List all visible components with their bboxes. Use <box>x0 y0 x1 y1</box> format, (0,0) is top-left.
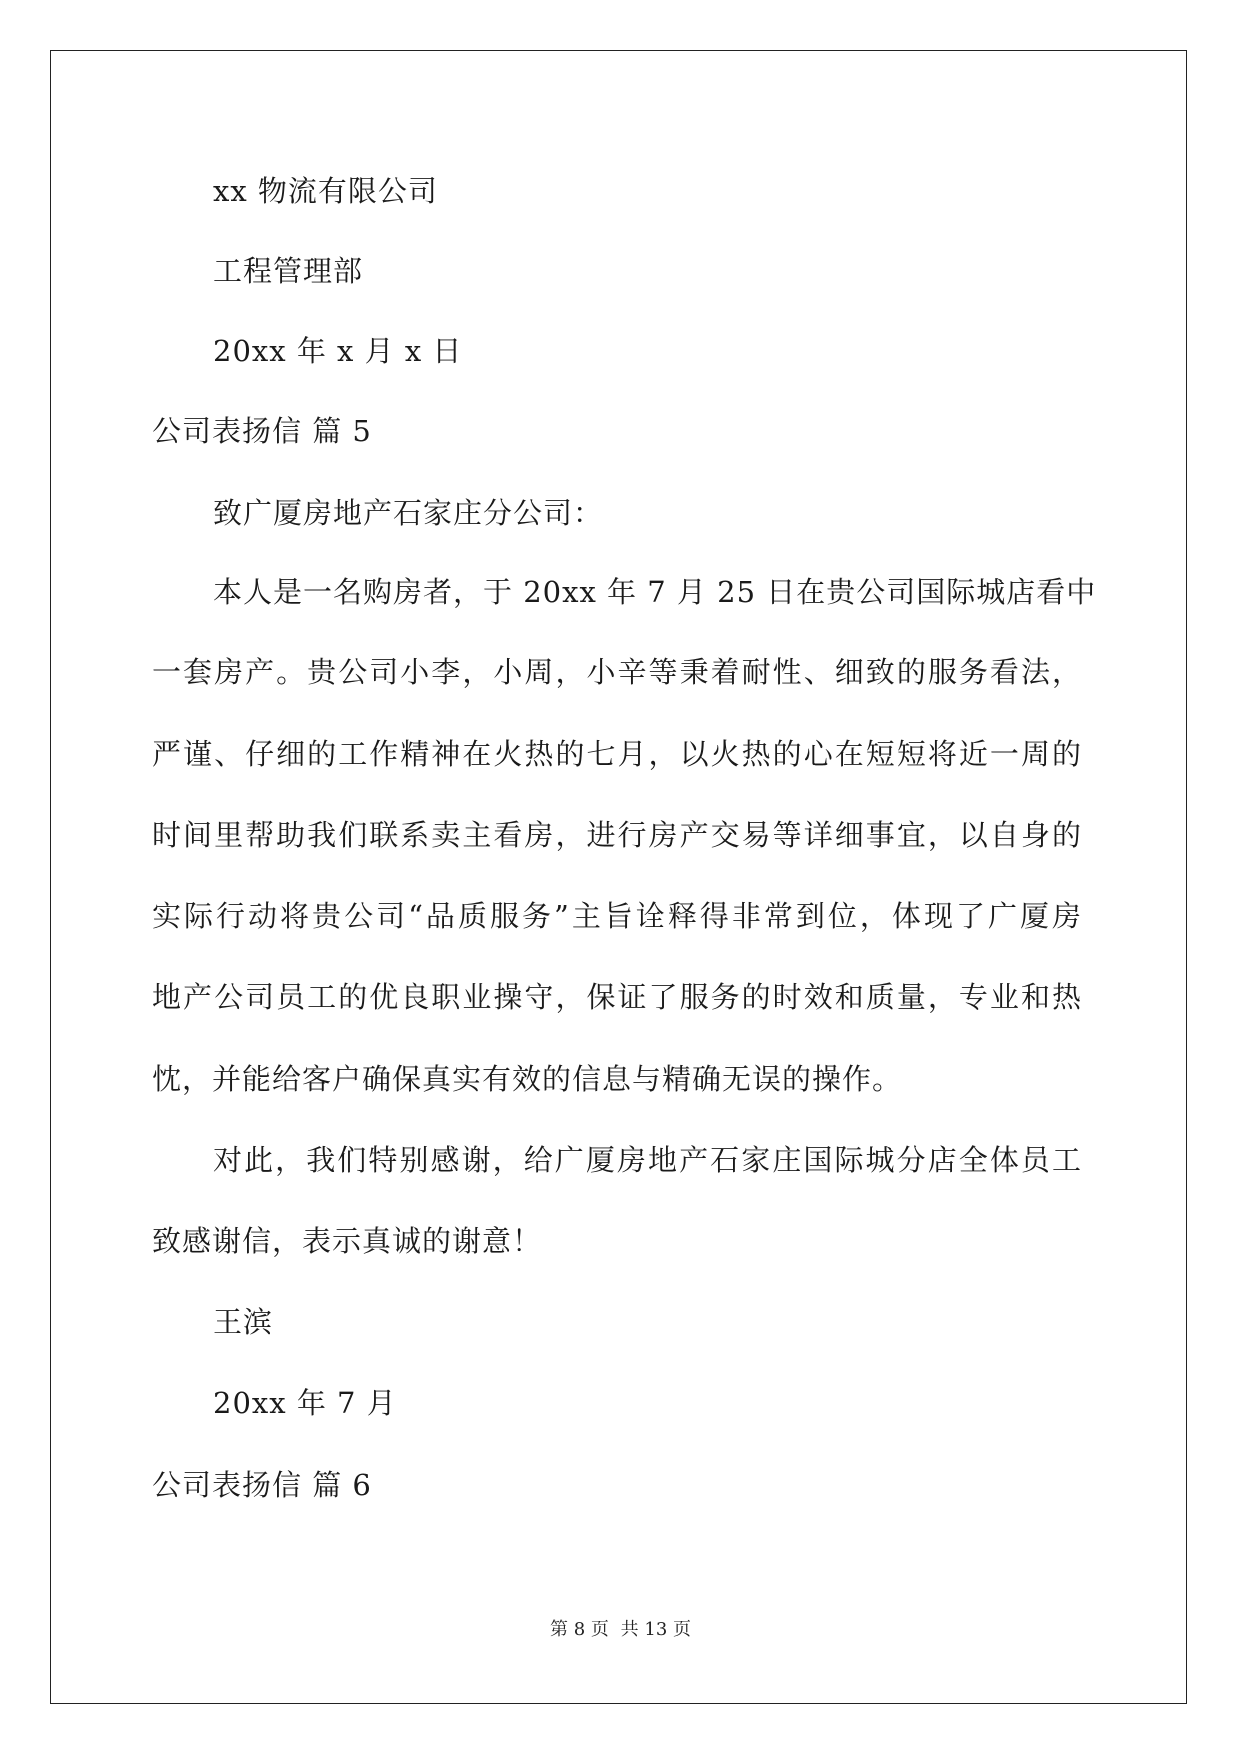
page-total: 共 13 页 <box>620 1619 691 1640</box>
paragraph-line: 实际行动将贵公司“品质服务”主旨诠释得非常到位，体现了广厦房 <box>152 899 1082 933</box>
signature-name: 王滨 <box>213 1305 274 1339</box>
page-footer <box>0 1618 1241 1642</box>
company-name: xx 物流有限公司 <box>213 174 438 208</box>
paragraph-line: 对此，我们特别感谢，给广厦房地产石家庄国际城分店全体员工 <box>213 1143 1082 1177</box>
section-heading-5: 公司表扬信 篇 5 <box>152 414 372 448</box>
paragraph-line: 忱，并能给客户确保真实有效的信息与精确无误的操作。 <box>152 1062 903 1096</box>
department-name: 工程管理部 <box>213 254 364 288</box>
paragraph-line: 一套房产。贵公司小李，小周，小辛等秉着耐性、细致的服务看法， <box>152 655 1082 689</box>
paragraph-line: 严谨、仔细的工作精神在火热的七月，以火热的心在短短将近一周的 <box>152 737 1082 771</box>
signature-date: 20xx 年 7 月 <box>213 1386 397 1420</box>
paragraph-line: 时间里帮助我们联系卖主看房，进行房产交易等详细事宜，以自身的 <box>152 818 1082 852</box>
letter-salutation: 致广厦房地产石家庄分公司： <box>213 496 604 530</box>
paragraph-line: 致感谢信，表示真诚的谢意！ <box>152 1224 543 1258</box>
page-number: 第 8 页 <box>550 1619 609 1640</box>
date-line: 20xx 年 x 月 x 日 <box>213 334 463 368</box>
paragraph-line: 本人是一名购房者，于 20xx 年 7 月 25 日在贵公司国际城店看中 <box>213 575 1097 609</box>
paragraph-line: 地产公司员工的优良职业操守，保证了服务的时效和质量，专业和热 <box>152 980 1082 1014</box>
page-border <box>50 50 1187 1704</box>
section-heading-6: 公司表扬信 篇 6 <box>152 1468 372 1502</box>
